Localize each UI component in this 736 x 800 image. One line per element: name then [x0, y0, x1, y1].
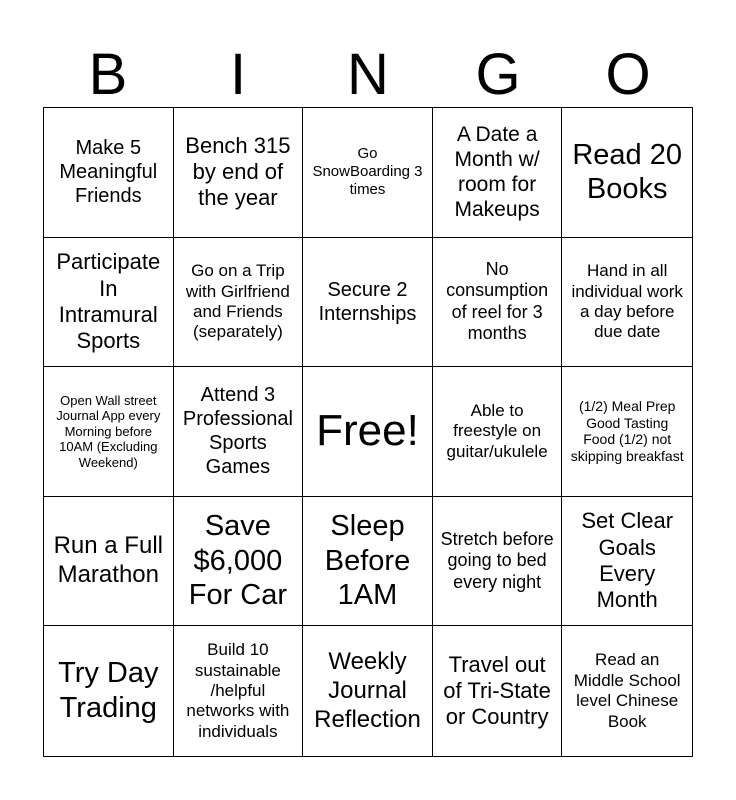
bingo-cell[interactable]: No consumption of reel for 3 months — [433, 238, 563, 368]
bingo-cell[interactable]: Hand in all individual work a day before due date — [562, 238, 692, 368]
bingo-cell[interactable]: Open Wall street Journal App every Morning before 10AM (Excluding Weekend) — [44, 367, 174, 497]
bingo-cell[interactable]: Secure 2 Internships — [303, 238, 433, 368]
bingo-cell[interactable]: Set Clear Goals Every Month — [562, 497, 692, 627]
bingo-cell[interactable]: Travel out of Tri-State or Country — [433, 626, 563, 756]
bingo-cell[interactable]: Stretch before going to bed every night — [433, 497, 563, 627]
bingo-cell[interactable]: A Date a Month w/ room for Makeups — [433, 108, 563, 238]
bingo-cell[interactable]: Participate In Intramural Sports — [44, 238, 174, 368]
bingo-cell[interactable]: Go SnowBoarding 3 times — [303, 108, 433, 238]
bingo-cell[interactable]: Read an Middle School level Chinese Book — [573, 650, 681, 731]
bingo-cell[interactable]: (1/2) Meal Prep Good Tasting Food (1/2) not skipping breakfast — [562, 367, 692, 497]
header-letter-i: I — [229, 42, 247, 107]
header-letter-n: N — [347, 42, 389, 107]
bingo-cell[interactable]: Sleep Before 1AM — [303, 497, 433, 627]
header-letter-o: O — [605, 42, 651, 107]
free-space[interactable]: Free! — [303, 367, 433, 497]
bingo-cell[interactable]: Build 10 sustainable /helpful networks with individuals — [174, 626, 304, 756]
header-letter-g: G — [475, 42, 521, 107]
bingo-board — [43, 107, 693, 757]
bingo-cell[interactable]: Bench 315 by end of the year — [174, 108, 304, 238]
bingo-cell[interactable]: Read 20 Books — [562, 108, 692, 238]
bingo-header — [43, 42, 693, 108]
bingo-cell[interactable]: Save $6,000 For Car — [174, 497, 304, 627]
header-letter-b: B — [88, 42, 128, 107]
bingo-cell[interactable]: Go on a Trip with Girlfriend and Friends (separately) — [174, 238, 304, 368]
bingo-cell[interactable]: Make 5 Meaningful Friends — [44, 108, 174, 238]
bingo-cell[interactable]: Attend 3 Professional Sports Games — [174, 367, 304, 497]
bingo-cell[interactable]: Able to freestyle on guitar/ukulele — [433, 367, 563, 497]
bingo-cell[interactable]: Weekly Journal Reflection — [303, 626, 433, 756]
bingo-cell[interactable]: Run a Full Marathon — [44, 497, 174, 627]
bingo-cell[interactable]: Try Day Trading — [44, 626, 174, 756]
